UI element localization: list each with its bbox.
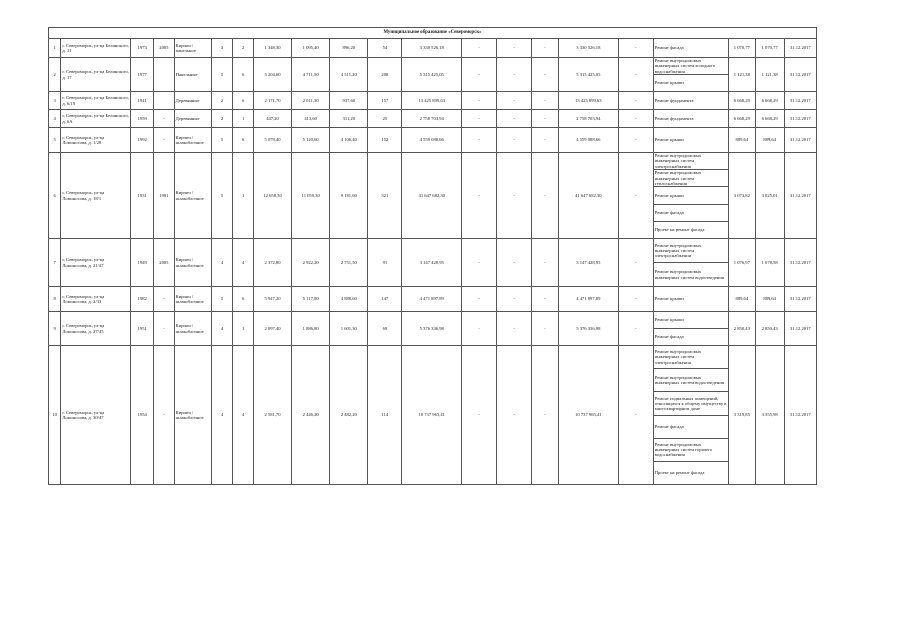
floors-cell: 2 [211,92,233,110]
deadline-cell: 31.12.2017 [784,346,816,485]
works-cell [653,58,728,92]
floors-cell: 5 [211,128,233,153]
year-built-cell: 1992 [131,128,154,153]
wall-material-cell: Кирпич / шлакоблочное [174,239,211,287]
fund-other-cell: - [618,39,653,58]
row-number: 9 [49,312,61,346]
fund-regional-cell: - [497,287,532,312]
entrances-cell: 4 [233,346,254,485]
cost-total-cell: 13 425 899,63 [402,92,462,110]
cost-total-cell: 5 315 425,05 [402,58,462,92]
works-cell [653,92,728,110]
fund-local-cell: - [532,312,559,346]
residents-cell: 147 [368,287,402,312]
fund-other-cell: - [618,287,653,312]
fund-regional-cell: - [497,39,532,58]
fund-other-cell: - [618,128,653,153]
fund-regional-cell: - [497,58,532,92]
fund-regional-cell: - [497,110,532,128]
entrances-cell: 1 [233,153,254,239]
fund-federal-cell: - [462,92,497,110]
year-built-cell: 1941 [131,92,154,110]
unit-cost-limit-cell: 3 025,01 [755,153,784,239]
fund-federal-cell: - [462,110,497,128]
table-row [49,346,817,485]
row-number: 5 [49,128,61,153]
unit-cost-limit-cell: 889,64 [755,128,784,153]
work-item: Проект на ремонт фасада [654,470,705,476]
area-living-cell: 5 120,60 [292,128,330,153]
row-number: 10 [49,346,61,485]
work-item: Ремонт внутридомовых инженерных систем теплоснабжения [654,170,728,187]
area-total-cell: 5 078,40 [253,128,291,153]
works-cell [653,239,728,287]
deadline-cell: 31.12.2017 [784,239,816,287]
work-item: Ремонт фасада [654,334,684,340]
fund-federal-cell: - [462,128,497,153]
table-row [49,92,817,110]
entrances-cell: 2 [233,39,254,58]
fund-owners-cell: 4 559 088,66 [558,128,618,153]
fund-federal-cell: - [462,287,497,312]
unit-cost-limit-cell: 6 668,29 [755,110,784,128]
table-row [49,128,817,153]
fund-regional-cell: - [497,128,532,153]
area-total-cell: 5 947,20 [253,287,291,312]
fund-local-cell: - [532,153,559,239]
work-item: Ремонт фундамента [654,97,694,103]
work-item: Ремонт подвальных помещений, относящихся к общему имуществу в многоквартирном доме [654,392,728,415]
entrances-cell: 6 [233,92,254,110]
work-item: Ремонт внутридомовых инженерных систем электроснабжения [654,346,728,369]
work-item: Ремонт внутридомовых инженерных систем водоотведения [654,269,724,280]
deadline-cell: 31.12.2017 [784,92,816,110]
area-living-cell: 1 095,40 [292,39,330,58]
area-living-cell: 2 922,20 [292,239,330,287]
cost-total-cell: 3 147 428,95 [402,239,462,287]
fund-local-cell: - [532,110,559,128]
unit-cost-cell: 6 668,29 [728,110,755,128]
fund-other-cell: - [618,239,653,287]
floors-cell: 5 [211,153,233,239]
fund-local-cell: - [532,58,559,92]
deadline-cell: 31.12.2017 [784,312,816,346]
work-item: Ремонт внутридомовых инженерных систем водоотведения [654,369,728,392]
area-living-cell: 2 011,30 [292,92,330,110]
fund-owners-cell: 10 737 965,41 [558,346,618,485]
area-private-cell: 2 482,20 [330,346,368,485]
address-cell: г. Североморск, ул-ца Белинского, д. 6/19 [61,92,131,110]
cost-total-cell: 3 330 526,18 [402,39,462,58]
area-living-cell: 2 446,20 [292,346,330,485]
fund-federal-cell: - [462,58,497,92]
residents-cell: 114 [368,346,402,485]
year-built-cell: 1949 [131,239,154,287]
works-cell [653,128,728,153]
floors-cell: 2 [211,110,233,128]
work-item: Ремонт крыши [654,187,728,204]
fund-owners-cell: 3 330 526,18 [558,39,618,58]
work-item: Ремонт фасада [654,45,684,51]
wall-material-cell: Кирпич / шлакоблочное [174,346,211,485]
area-living-cell: 1 886,80 [292,312,330,346]
area-total-cell: 1 348,30 [253,39,291,58]
address-cell: г. Североморск, ул-ца Ломоносова, д. 30/47 [61,346,131,485]
fund-other-cell: - [618,58,653,92]
area-total-cell: 12 658,30 [253,153,291,239]
fund-federal-cell: - [462,239,497,287]
table-row [49,312,817,346]
entrances-cell: 6 [233,58,254,92]
row-number: 2 [49,58,61,92]
area-total-cell: 447,20 [253,110,291,128]
fund-other-cell: - [618,312,653,346]
unit-cost-limit-cell: 889,64 [755,287,784,312]
floors-cell: 3 [211,39,233,58]
cost-total-cell: 4 471 897,89 [402,287,462,312]
area-living-cell: 11 059,30 [292,153,330,239]
work-item: Ремонт крыши [654,296,684,302]
unit-cost-cell: 3 319,85 [728,346,755,485]
cost-total-cell: 41 647 682,30 [402,153,462,239]
unit-cost-cell: 889,64 [728,287,755,312]
area-private-cell: 1 601,30 [330,312,368,346]
wall-material-cell: Кирпич / шлакоблочное [174,153,211,239]
floors-cell: 4 [211,239,233,287]
fund-owners-cell: 41 647 682,30 [558,153,618,239]
wall-material-cell: Деревянные [174,110,211,128]
unit-cost-limit-cell: 6 668,29 [755,92,784,110]
work-item: Проект на ремонт фасада [654,227,705,233]
entrances-cell: 6 [233,128,254,153]
unit-cost-cell: 3 073,82 [728,153,755,239]
fund-owners-cell: 13 425 899,63 [558,92,618,110]
works-cell [653,153,728,239]
fund-regional-cell: - [497,346,532,485]
fund-regional-cell: - [497,239,532,287]
fund-owners-cell: 5 315 425,05 [558,58,618,92]
row-number: 7 [49,239,61,287]
residents-cell: 54 [368,39,402,58]
fund-other-cell: - [618,92,653,110]
address-cell: г. Североморск, ул-ца Ломоносова, д. 21/47 [61,239,131,287]
fund-owners-cell: 4 471 897,89 [558,287,618,312]
year-built-cell: 1982 [131,287,154,312]
fund-federal-cell: - [462,153,497,239]
row-number: 6 [49,153,61,239]
fund-local-cell: - [532,39,559,58]
residents-cell: 69 [368,312,402,346]
address-cell: г. Североморск, ул-ца Ломоносова, д. 18/1 [61,153,131,239]
works-cell [653,312,728,346]
fund-regional-cell: - [497,92,532,110]
area-total-cell: 5 204,60 [253,58,291,92]
fund-local-cell: - [532,128,559,153]
area-private-cell: 9 181,60 [330,153,368,239]
unit-cost-limit-cell: 1 078,58 [755,239,784,287]
year-built-cell: 1954 [131,346,154,485]
works-cell [653,346,728,485]
work-item: Ремонт крыши [654,312,728,329]
row-number: 4 [49,110,61,128]
deadline-cell: 31.12.2017 [784,287,816,312]
unit-cost-cell: 6 668,29 [728,92,755,110]
year-repair-cell: - [154,287,175,312]
wall-material-cell: Кирпич / панельное [174,39,211,58]
unit-cost-limit-cell: 3 355,98 [755,346,784,485]
wall-material-cell: Деревянные [174,92,211,110]
wall-material-cell: Кирпич / шлакоблочное [174,287,211,312]
residents-cell: 321 [368,153,402,239]
floors-cell: 5 [211,58,233,92]
address-cell: г. Североморск, ул-ца Белинского, д. 17 [61,58,131,92]
wall-material-cell: Кирпич / шлакоблочное [174,128,211,153]
entrances-cell: 1 [233,110,254,128]
residents-cell: 152 [368,128,402,153]
address-cell: г. Североморск, ул-ца Ломоносова, д. 2/33 [61,287,131,312]
unit-cost-cell: 1 076,97 [728,239,755,287]
floors-cell: 4 [211,312,233,346]
area-total-cell: 2 372,80 [253,239,291,287]
table-row [49,58,817,92]
cost-total-cell: 2 758 703,94 [402,110,462,128]
deadline-cell: 31.12.2017 [784,153,816,239]
deadline-cell: 31.12.2017 [784,110,816,128]
fund-owners-cell: 3 147 428,95 [558,239,618,287]
unit-cost-cell: 1 121,38 [728,58,755,92]
entrances-cell: 1 [233,312,254,346]
capital-repair-table [48,27,817,485]
works-cell [653,110,728,128]
fund-regional-cell: - [497,153,532,239]
year-repair-cell [154,92,175,110]
area-total-cell: 2 171,70 [253,92,291,110]
year-built-cell: 1951 [131,312,154,346]
fund-federal-cell: - [462,312,497,346]
floors-cell: 4 [211,346,233,485]
residents-cell: 91 [368,239,402,287]
area-private-cell: 311,20 [330,110,368,128]
fund-regional-cell: - [497,312,532,346]
year-built-cell: 1973 [131,39,154,58]
table-row [49,110,817,128]
cost-total-cell: 5 376 336,98 [402,312,462,346]
area-living-cell: 5 117,00 [292,287,330,312]
work-item: Ремонт внутридомовых инженерных систем горячего водоснабжения [654,439,728,462]
unit-cost-limit-cell: 1 121,38 [755,58,784,92]
fund-owners-cell: 5 376 336,98 [558,312,618,346]
table-row [49,287,817,312]
wall-material-cell: Панельные [174,58,211,92]
area-private-cell: 4 511,20 [330,58,368,92]
year-repair-cell: - [154,128,175,153]
residents-cell: 25 [368,110,402,128]
work-item: Ремонт фундамента [654,115,694,121]
address-cell: г. Североморск, ул-ца Белинского, д. 11 [61,39,131,58]
fund-owners-cell: 2 758 703,94 [558,110,618,128]
cost-total-cell: 4 559 088,66 [402,128,462,153]
works-cell [653,287,728,312]
deadline-cell: 31.12.2017 [784,39,816,58]
row-number: 8 [49,287,61,312]
unit-cost-cell: 889,64 [728,128,755,153]
work-item: Ремонт фасада [654,416,728,439]
table-row [49,39,817,58]
area-private-cell: 4 106,40 [330,128,368,153]
deadline-cell: 31.12.2017 [784,128,816,153]
year-built-cell: 1959 [131,110,154,128]
row-number: 3 [49,92,61,110]
year-repair-cell: 1981 [154,153,175,239]
table-row [49,153,817,239]
fund-federal-cell: - [462,346,497,485]
year-repair-cell: 2005 [154,239,175,287]
fund-local-cell: - [532,92,559,110]
deadline-cell: 31.12.2017 [784,58,816,92]
unit-cost-cell: 1 070,77 [728,39,755,58]
year-repair-cell: 2005 [154,39,175,58]
work-item: Ремонт крыши [654,137,684,143]
year-built-cell: 1977 [131,58,154,92]
area-living-cell: 413,60 [292,110,330,128]
row-number: 1 [49,39,61,58]
fund-local-cell: - [532,346,559,485]
area-living-cell: 4 711,50 [292,58,330,92]
year-repair-cell: - [154,346,175,485]
entrances-cell: 4 [233,239,254,287]
year-built-cell: 1931 [131,153,154,239]
work-item: Ремонт внутридомовых инженерных систем электроснабжения [654,153,728,170]
area-total-cell: 2 581,70 [253,346,291,485]
address-cell: г. Североморск, ул-ца Белинского, д. 6А [61,110,131,128]
unit-cost-limit-cell: 1 070,77 [755,39,784,58]
table-row [49,239,817,287]
residents-cell: 208 [368,58,402,92]
work-item: Ремонт внутридомовых инженерных систем электроснабжения [654,239,728,263]
year-repair-cell: - [154,312,175,346]
area-private-cell: 896,20 [330,39,368,58]
area-private-cell: 2 751,50 [330,239,368,287]
works-cell [653,39,728,58]
work-item: Ремонт крыши [654,80,684,86]
year-repair-cell [154,58,175,92]
table-title: Муниципальное образование «Североморск» [49,28,817,39]
fund-other-cell: - [618,153,653,239]
work-item: Ремонт фасада [654,205,728,222]
fund-other-cell: - [618,346,653,485]
area-private-cell: 4 888,60 [330,287,368,312]
fund-local-cell: - [532,239,559,287]
wall-material-cell: Кирпич / шлакоблочное [174,312,211,346]
address-cell: г. Североморск, ул-ца Ломоносова, д. 27/45 [61,312,131,346]
fund-federal-cell: - [462,39,497,58]
address-cell: г. Североморск, ул-ца Ломоносова, д. 1/20 [61,128,131,153]
year-repair-cell: - [154,110,175,128]
fund-other-cell: - [618,110,653,128]
entrances-cell: 6 [233,287,254,312]
unit-cost-limit-cell: 2 850,43 [755,312,784,346]
cost-total-cell: 10 737 965,41 [402,346,462,485]
work-item: Ремонт внутридомовых инженерных систем холодного водоснабжения [654,58,728,75]
area-private-cell: 937,60 [330,92,368,110]
residents-cell: 157 [368,92,402,110]
fund-local-cell: - [532,287,559,312]
area-total-cell: 2 097,40 [253,312,291,346]
unit-cost-cell: 2 850,43 [728,312,755,346]
floors-cell: 5 [211,287,233,312]
